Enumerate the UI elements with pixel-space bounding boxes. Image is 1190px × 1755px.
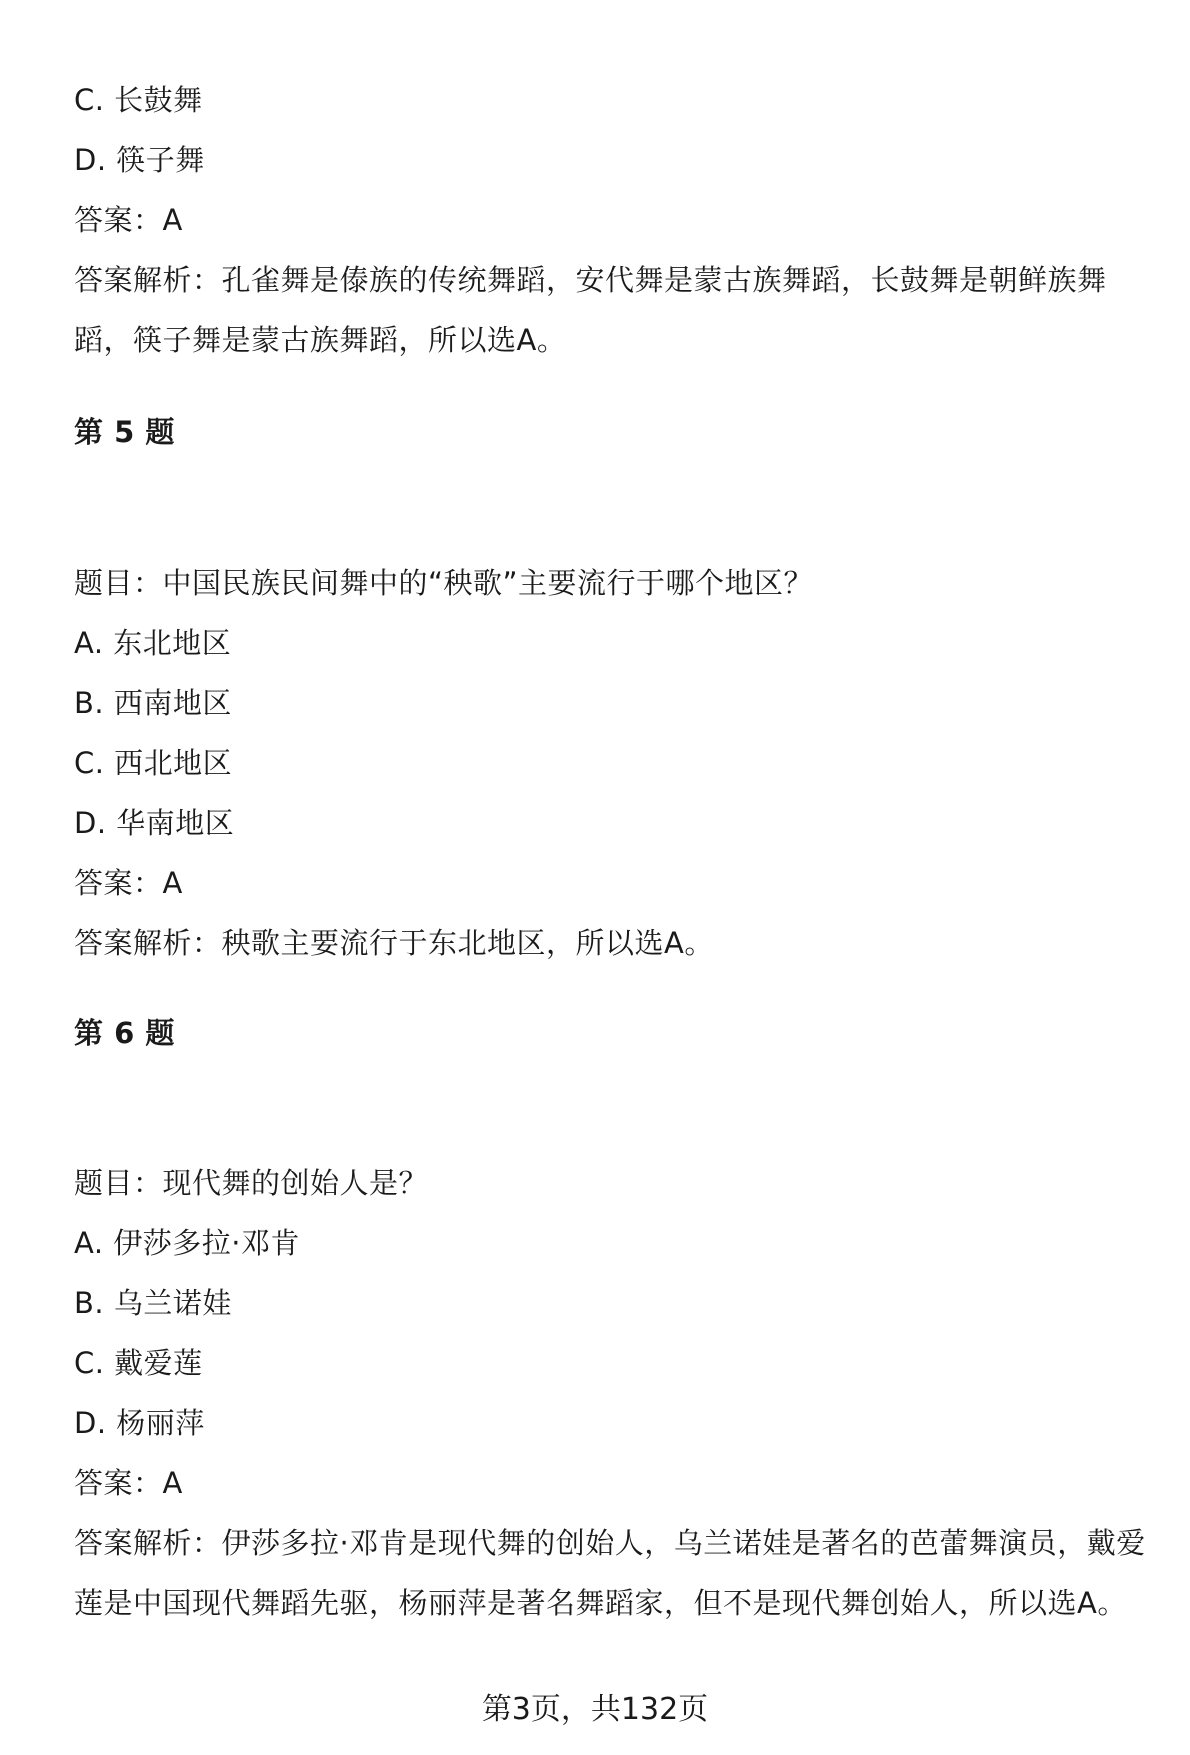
q6-heading: 第 6 题 <box>74 1016 175 1050</box>
q5-option-a: A. 东北地区 <box>74 626 232 660</box>
q6-option-c: C. 戴爱莲 <box>74 1346 203 1380</box>
q6-option-b: B. 乌兰诺娃 <box>74 1286 232 1320</box>
q6-explanation-line2: 莲是中国现代舞蹈先驱，杨丽萍是著名舞蹈家，但不是现代舞创始人，所以选A。 <box>74 1586 1127 1620</box>
q6-option-d: D. 杨丽萍 <box>74 1406 205 1440</box>
q5-option-c: C. 西北地区 <box>74 746 233 780</box>
q6-option-a: A. 伊莎多拉·邓肯 <box>74 1226 300 1260</box>
page-number-indicator: 第3页，共132页 <box>481 1692 709 1727</box>
q6-answer: 答案：A <box>74 1466 183 1500</box>
prev-explanation-line1: 答案解析：孔雀舞是傣族的传统舞蹈，安代舞是蒙古族舞蹈，长鼓舞是朝鲜族舞 <box>74 263 1107 297</box>
prev-option-c: C. 长鼓舞 <box>74 83 203 117</box>
prev-option-d: D. 筷子舞 <box>74 143 205 177</box>
q5-explanation: 答案解析：秧歌主要流行于东北地区，所以选A。 <box>74 926 714 960</box>
prev-answer: 答案：A <box>74 203 183 237</box>
prev-explanation-line2: 蹈，筷子舞是蒙古族舞蹈，所以选A。 <box>74 323 567 357</box>
q5-option-b: B. 西南地区 <box>74 686 232 720</box>
q6-explanation-line1: 答案解析：伊莎多拉·邓肯是现代舞的创始人，乌兰诺娃是著名的芭蕾舞演员，戴爱 <box>74 1526 1146 1560</box>
q5-answer: 答案：A <box>74 866 183 900</box>
q5-question: 题目：中国民族民间舞中的“秧歌”主要流行于哪个地区？ <box>74 566 814 600</box>
q5-option-d: D. 华南地区 <box>74 806 235 840</box>
q5-heading: 第 5 题 <box>74 415 175 449</box>
q6-question: 题目：现代舞的创始人是？ <box>74 1166 429 1200</box>
